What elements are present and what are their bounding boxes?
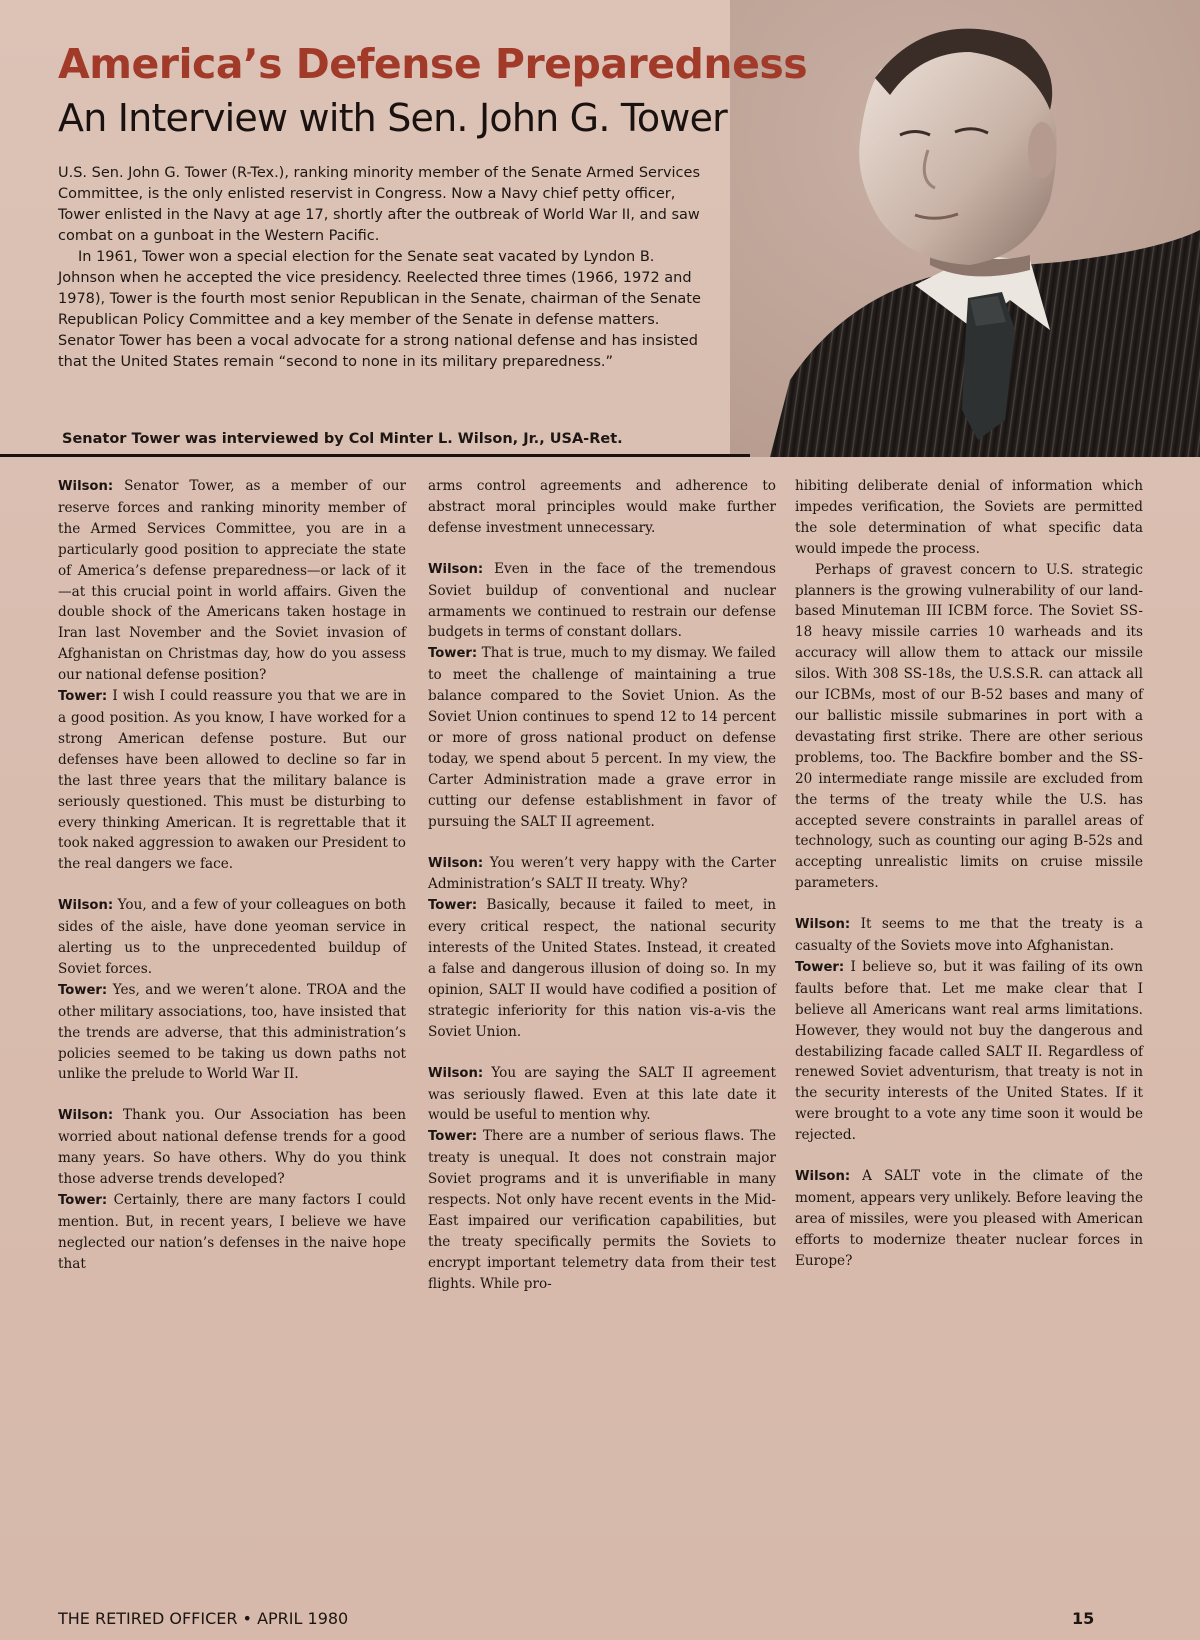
- intro-paragraph: U.S. Sen. John G. Tower (R-Tex.), ranking minority member of the Senate Armed Services Committee, is the only enlisted reservist in Congress. Now a Navy chief petty officer, Tower enlisted in the Navy at age 17, shortly after the outbreak of World War II, and saw combat on a gunboat in the Western Pacific.: [58, 165, 701, 244]
- qa-paragraph: [428, 853, 776, 896]
- qa-paragraph: [428, 476, 776, 539]
- article-headline: America’s Defense Preparedness: [58, 40, 808, 88]
- paragraph-text: Yes, and we weren’t alone. TROA and the other military associations, too, have insisted that the trends are adverse, that this administration’s policies seemed to be taking us down paths not unlike the prelude to World War II.: [58, 981, 406, 1083]
- header-divider: [0, 454, 750, 457]
- qa-paragraph: [428, 1063, 776, 1127]
- speaker-label: Tower:: [58, 1193, 108, 1208]
- paragraph-text: You, and a few of your colleagues on both sides of the aisle, have done yeoman service in alerting us to the unprecedented buildup of Soviet forces.: [58, 897, 406, 977]
- intro-paragraph: In 1961, Tower won a special election for the Senate seat vacated by Lyndon B. Johnson when he accepted the vice presidency. Reelected three times (1966, 1972 and 1978), Tower is the fourth most senior Republican in the Senate, chairman of the Senate Republican Policy Committee and a key member of the Senate in defense matters. Senator Tower has been a vocal advocate for a strong national defense and has insisted that the United States remain “second to none in its military preparedness.”: [58, 249, 701, 370]
- speaker-label: Wilson:: [58, 479, 114, 494]
- paragraph-text: There are a number of serious flaws. The treaty is unequal. It does not constrain major Soviet programs and it is unverifiable in many respects. Not only have recent events in the Mid-East impaired our verification capabilities, but the treaty specifically permits the Soviets to encrypt important telemetry data from their test flights. While pro-: [428, 1128, 776, 1292]
- speaker-label: Wilson:: [428, 561, 484, 577]
- paragraph-text: That is true, much to my dismay. We failed to meet the challenge of maintaining a true balance compared to the Soviet Union. As the Soviet Union continues to spend 12 to 14 percent or more of gross national product on defense today, we spend about 5 percent. In my view, the Carter Administration made a grave error in cutting our defense establishment in favor of pursuing the SALT II agreement.: [428, 645, 776, 830]
- article-byline: Senator Tower was interviewed by Col Minter L. Wilson, Jr., USA-Ret.: [62, 431, 623, 447]
- speaker-label: Tower:: [58, 689, 108, 705]
- qa-paragraph: [428, 559, 776, 644]
- paragraph-text: arms control agreements and adherence to abstract moral principles would make further defense investment unnecessary.: [428, 478, 776, 536]
- speaker-label: Wilson:: [795, 1169, 851, 1185]
- text-column-3: [795, 476, 1143, 1272]
- speaker-label: Tower:: [428, 646, 478, 662]
- qa-paragraph: [428, 1126, 776, 1294]
- qa-paragraph: [795, 1166, 1143, 1272]
- speaker-label: Tower:: [428, 1129, 478, 1145]
- speaker-label: Wilson:: [428, 855, 484, 871]
- text-column-2: [428, 476, 776, 1295]
- speaker-label: Wilson:: [58, 1108, 114, 1124]
- paragraph-text: You are saying the SALT II agreement was seriously flawed. Even at this late date it would be useful to mention why.: [428, 1064, 776, 1124]
- qa-paragraph: [795, 957, 1143, 1146]
- speaker-label: Wilson:: [428, 1065, 484, 1081]
- paragraph-text: Certainly, there are many factors I could mention. But, in recent years, I believe we have neglected our nation’s defenses in the naive hope that: [58, 1192, 406, 1272]
- speaker-label: Tower:: [58, 982, 108, 998]
- qa-paragraph: [428, 895, 776, 1042]
- qa-paragraph: [428, 643, 776, 832]
- paragraph-text: It seems to me that the treaty is a casualty of the Soviets move into Afghanistan.: [795, 916, 1143, 955]
- speaker-label: Wilson:: [58, 898, 114, 914]
- paragraph-text: Even in the face of the tremendous Soviet buildup of conventional and nuclear armaments we continued to restrain our defense budgets in terms of constant dollars.: [428, 560, 777, 641]
- speaker-label: Wilson:: [795, 917, 851, 933]
- qa-paragraph: [58, 1190, 406, 1275]
- qa-paragraph: [795, 560, 1143, 895]
- text-column-1: [58, 476, 406, 1275]
- paragraph-text: Senator Tower, as a member of our reserve forces and ranking minority member of the Armed Services Committee, you are in a particularly good position to appreciate the state of America’s defense preparedness—or lack of it—at this crucial point in world affairs. Given the double shock of the Americans taken hostage in Iran last November and the Soviet invasion of Afghanistan on Christmas day, how do you assess our national defense position?: [58, 478, 406, 684]
- speaker-label: Tower:: [428, 898, 478, 914]
- paragraph-text: hibiting deliberate denial of information which impedes verification, the Soviets are permitted the sole determination of what specific data would impede the process.: [795, 478, 1143, 557]
- qa-paragraph: [58, 895, 406, 980]
- qa-paragraph: [795, 914, 1143, 957]
- qa-paragraph: [58, 476, 406, 686]
- speaker-label: Tower:: [795, 959, 845, 975]
- paragraph-text: Thank you. Our Association has been worried about national defense trends for a good many years. So have others. Why do you think those adverse trends developed?: [58, 1107, 407, 1188]
- qa-paragraph: [58, 980, 406, 1086]
- paragraph-text: You weren’t very happy with the Carter Administration’s SALT II treaty. Why?: [428, 854, 776, 893]
- paragraph-text: I wish I could reassure you that we are in a good position. As you know, I have worked for a strong American defense posture. But our defenses have been allowed to decline so far in the last three years that the military balance is seriously questioned. This must be disturbing to every thinking American. It is regrettable that it took naked aggression to awaken our President to the real dangers we face.: [58, 688, 406, 873]
- page-number: 15: [1072, 1609, 1095, 1628]
- paragraph-text: A SALT vote in the climate of the moment, appears very unlikely. Before leaving the area of missiles, were you pleased with American efforts to modernize theater nuclear forces in Europe?: [795, 1168, 1143, 1269]
- article-intro: [58, 163, 708, 373]
- publication-footer: THE RETIRED OFFICER • APRIL 1980: [58, 1609, 349, 1628]
- qa-paragraph: [58, 1105, 406, 1190]
- article-subhead: An Interview with Sen. John G. Tower: [58, 96, 727, 140]
- qa-paragraph: [58, 686, 406, 875]
- paragraph-text: Basically, because it failed to meet, in every critical respect, the national security interests of the United States. Instead, it created a false and dangerous illusion of doing so. In my opinion, SALT II would have codified a position of strategic inferiority for this nation vis-a-vis the Soviet Union.: [428, 897, 776, 1040]
- qa-paragraph: [795, 476, 1143, 560]
- paragraph-text: Perhaps of gravest concern to U.S. strategic planners is the growing vulnerability of our land-based Minuteman III ICBM force. The Soviet SS-18 heavy missile carries 10 warheads and its accuracy will allow them to attack our missile silos. With 308 SS-18s, the U.S.S.R. can attack all our ICBMs, most of our B-52 bases and many of our ballistic missile submarines in port with a devastating first strike. There are other serious problems, too. The Backfire bomber and the SS-20 intermediate range missile are excluded from the terms of the treaty while the U.S. has accepted severe constraints in parallel areas of technology, such as counting our aging B-52s and accepting unrealistic limits on cruise missile parameters.: [795, 561, 1143, 892]
- paragraph-text: I believe so, but it was failing of its own faults before that. Let me make clear that I believe all Americans want real arms limitations. However, they would not buy the dangerous and destabilizing facade called SALT II. Regardless of renewed Soviet adventurism, that treaty is not in the security interests of the United States. If it were brought to a vote any time soon it would be rejected.: [795, 958, 1143, 1144]
